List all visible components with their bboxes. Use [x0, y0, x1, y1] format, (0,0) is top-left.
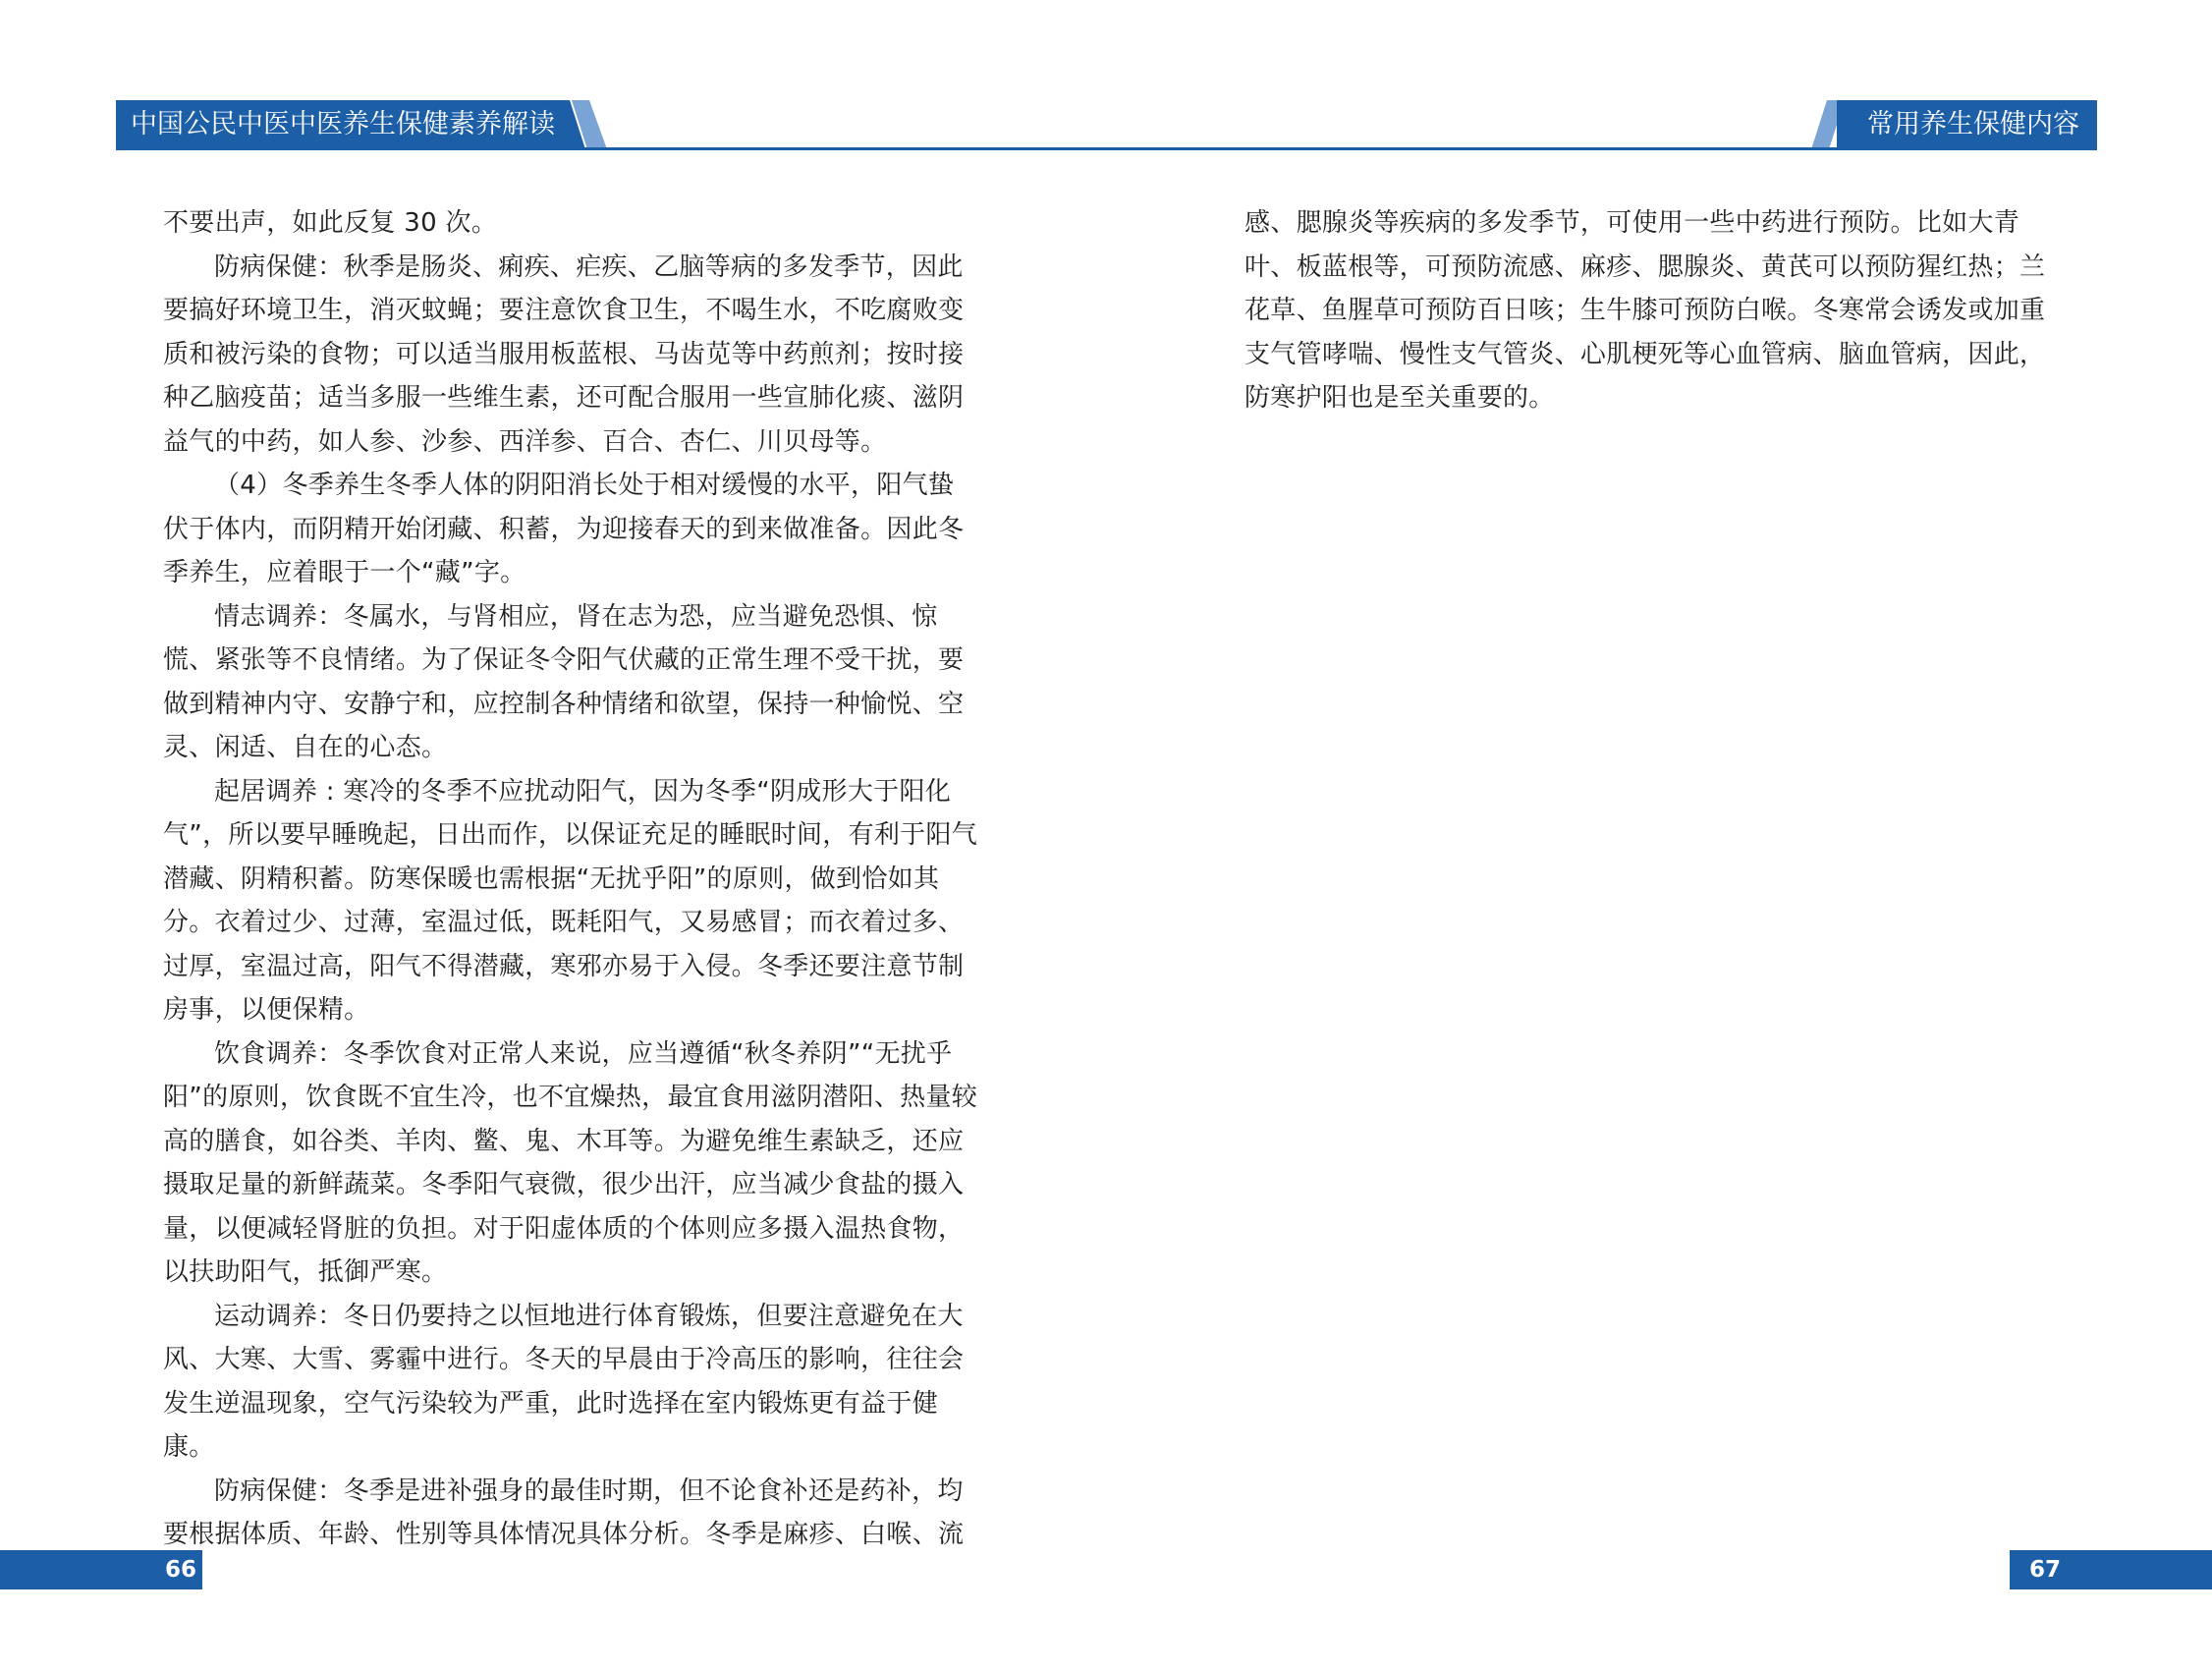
- header-left-stripes: [550, 100, 609, 149]
- paragraph: 防病保健：秋季是肠炎、痢疾、疟疾、乙脑等病的多发季节，因此要搞好环境卫生，消灭蚊蝇；要注意饮食卫生，不喝生水，不吃腐败变质和被污染的食物；可以适当服用板蓝根、马齿苋等中药煎剂；按时接种乙脑疫苗；适当多服一些维生素，还可配合服用一些宣肺化痰、滋阴益气的中药，如人参、沙参、西洋参、百合、杏仁、川贝母等。: [163, 251, 965, 457]
- page-number-left-label: 66: [165, 1557, 197, 1583]
- left-page-body: [163, 201, 978, 1557]
- paragraph: 情志调养：冬属水，与肾相应，肾在志为恐，应当避免恐惧、惊慌、紧张等不良情绪。为了保证冬令阳气伏藏的正常生理不受干扰，要做到精神内守、安静宁和，应控制各种情绪和欲望，保持一种愉悦、空灵、闲适、自在的心态。: [163, 601, 965, 762]
- header-left-title: 中国公民中医中医养生保健素养解读: [131, 109, 555, 139]
- page-number-right-label: 67: [2029, 1557, 2062, 1583]
- paragraph: 运动调养：冬日仍要持之以恒地进行体育锻炼，但要注意避免在大风、大寒、大雪、雾霾中进行。冬天的早晨由于冷高压的影响，往往会发生逆温现象，空气污染较为严重，此时选择在室内锻炼更有益于健康。: [163, 1301, 965, 1462]
- header-right-title: 常用养生保健内容: [1867, 109, 2079, 139]
- header-rule: [116, 147, 2097, 150]
- page-number-left: [0, 1550, 202, 1589]
- paragraph: 不要出声，如此反复 30 次。: [163, 208, 498, 238]
- paragraph: （4）冬季养生冬季人体的阴阳消长处于相对缓慢的水平，阳气蛰伏于体内，而阴精开始闭藏、积蓄，为迎接春天的到来做准备。因此冬季养生，应着眼于一个“藏”字。: [163, 471, 965, 587]
- paragraph: 防病保健：冬季是进补强身的最佳时期，但不论食补还是药补，均要根据体质、年龄、性别等具体情况具体分析。冬季是麻疹、白喉、流: [163, 1476, 965, 1549]
- paragraph: 起居调养 : 寒冷的冬季不应扰动阳气，因为冬季“阴成形大于阳化气”，所以要早睡晚起，日出而作，以保证充足的睡眠时间，有利于阳气潜藏、阴精积蓄。防寒保暖也需根据“无扰乎阳”的原则，做到恰如其分。衣着过少、过薄，室温过低，既耗阳气，又易感冒；而衣着过多、过厚，室温过高，阳气不得潜藏，寒邪亦易于入侵。冬季还要注意节制房事，以便保精。: [163, 776, 978, 1025]
- paragraph: 感、腮腺炎等疾病的多发季节，可使用一些中药进行预防。比如大青叶、板蓝根等，可预防流感、麻疹、腮腺炎、黄芪可以预防猩红热；兰花草、鱼腥草可预防百日咳；生牛膝可预防白喉。冬寒常会诱发或加重支气管哮喘、慢性支气管炎、心肌梗死等心血管病、脑血管病，因此，防寒护阳也是至关重要的。: [1244, 208, 2046, 413]
- page-number-right: [2010, 1550, 2212, 1589]
- paragraph: 饮食调养：冬季饮食对正常人来说，应当遵循“秋冬养阴”“无扰乎阳”的原则，饮食既不宜生冷，也不宜燥热，最宜食用滋阴潜阳、热量较高的膳食，如谷类、羊肉、鳖、鬼、木耳等。为避免维生素缺乏，还应摄取足量的新鲜蔬菜。冬季阳气衰微，很少出汗，应当减少食盐的摄入量，以便减轻肾脏的负担。对于阳虚体质的个体则应多摄入温热食物，以扶助阳气，抵御严寒。: [163, 1038, 978, 1287]
- right-page-body: [1244, 201, 2060, 420]
